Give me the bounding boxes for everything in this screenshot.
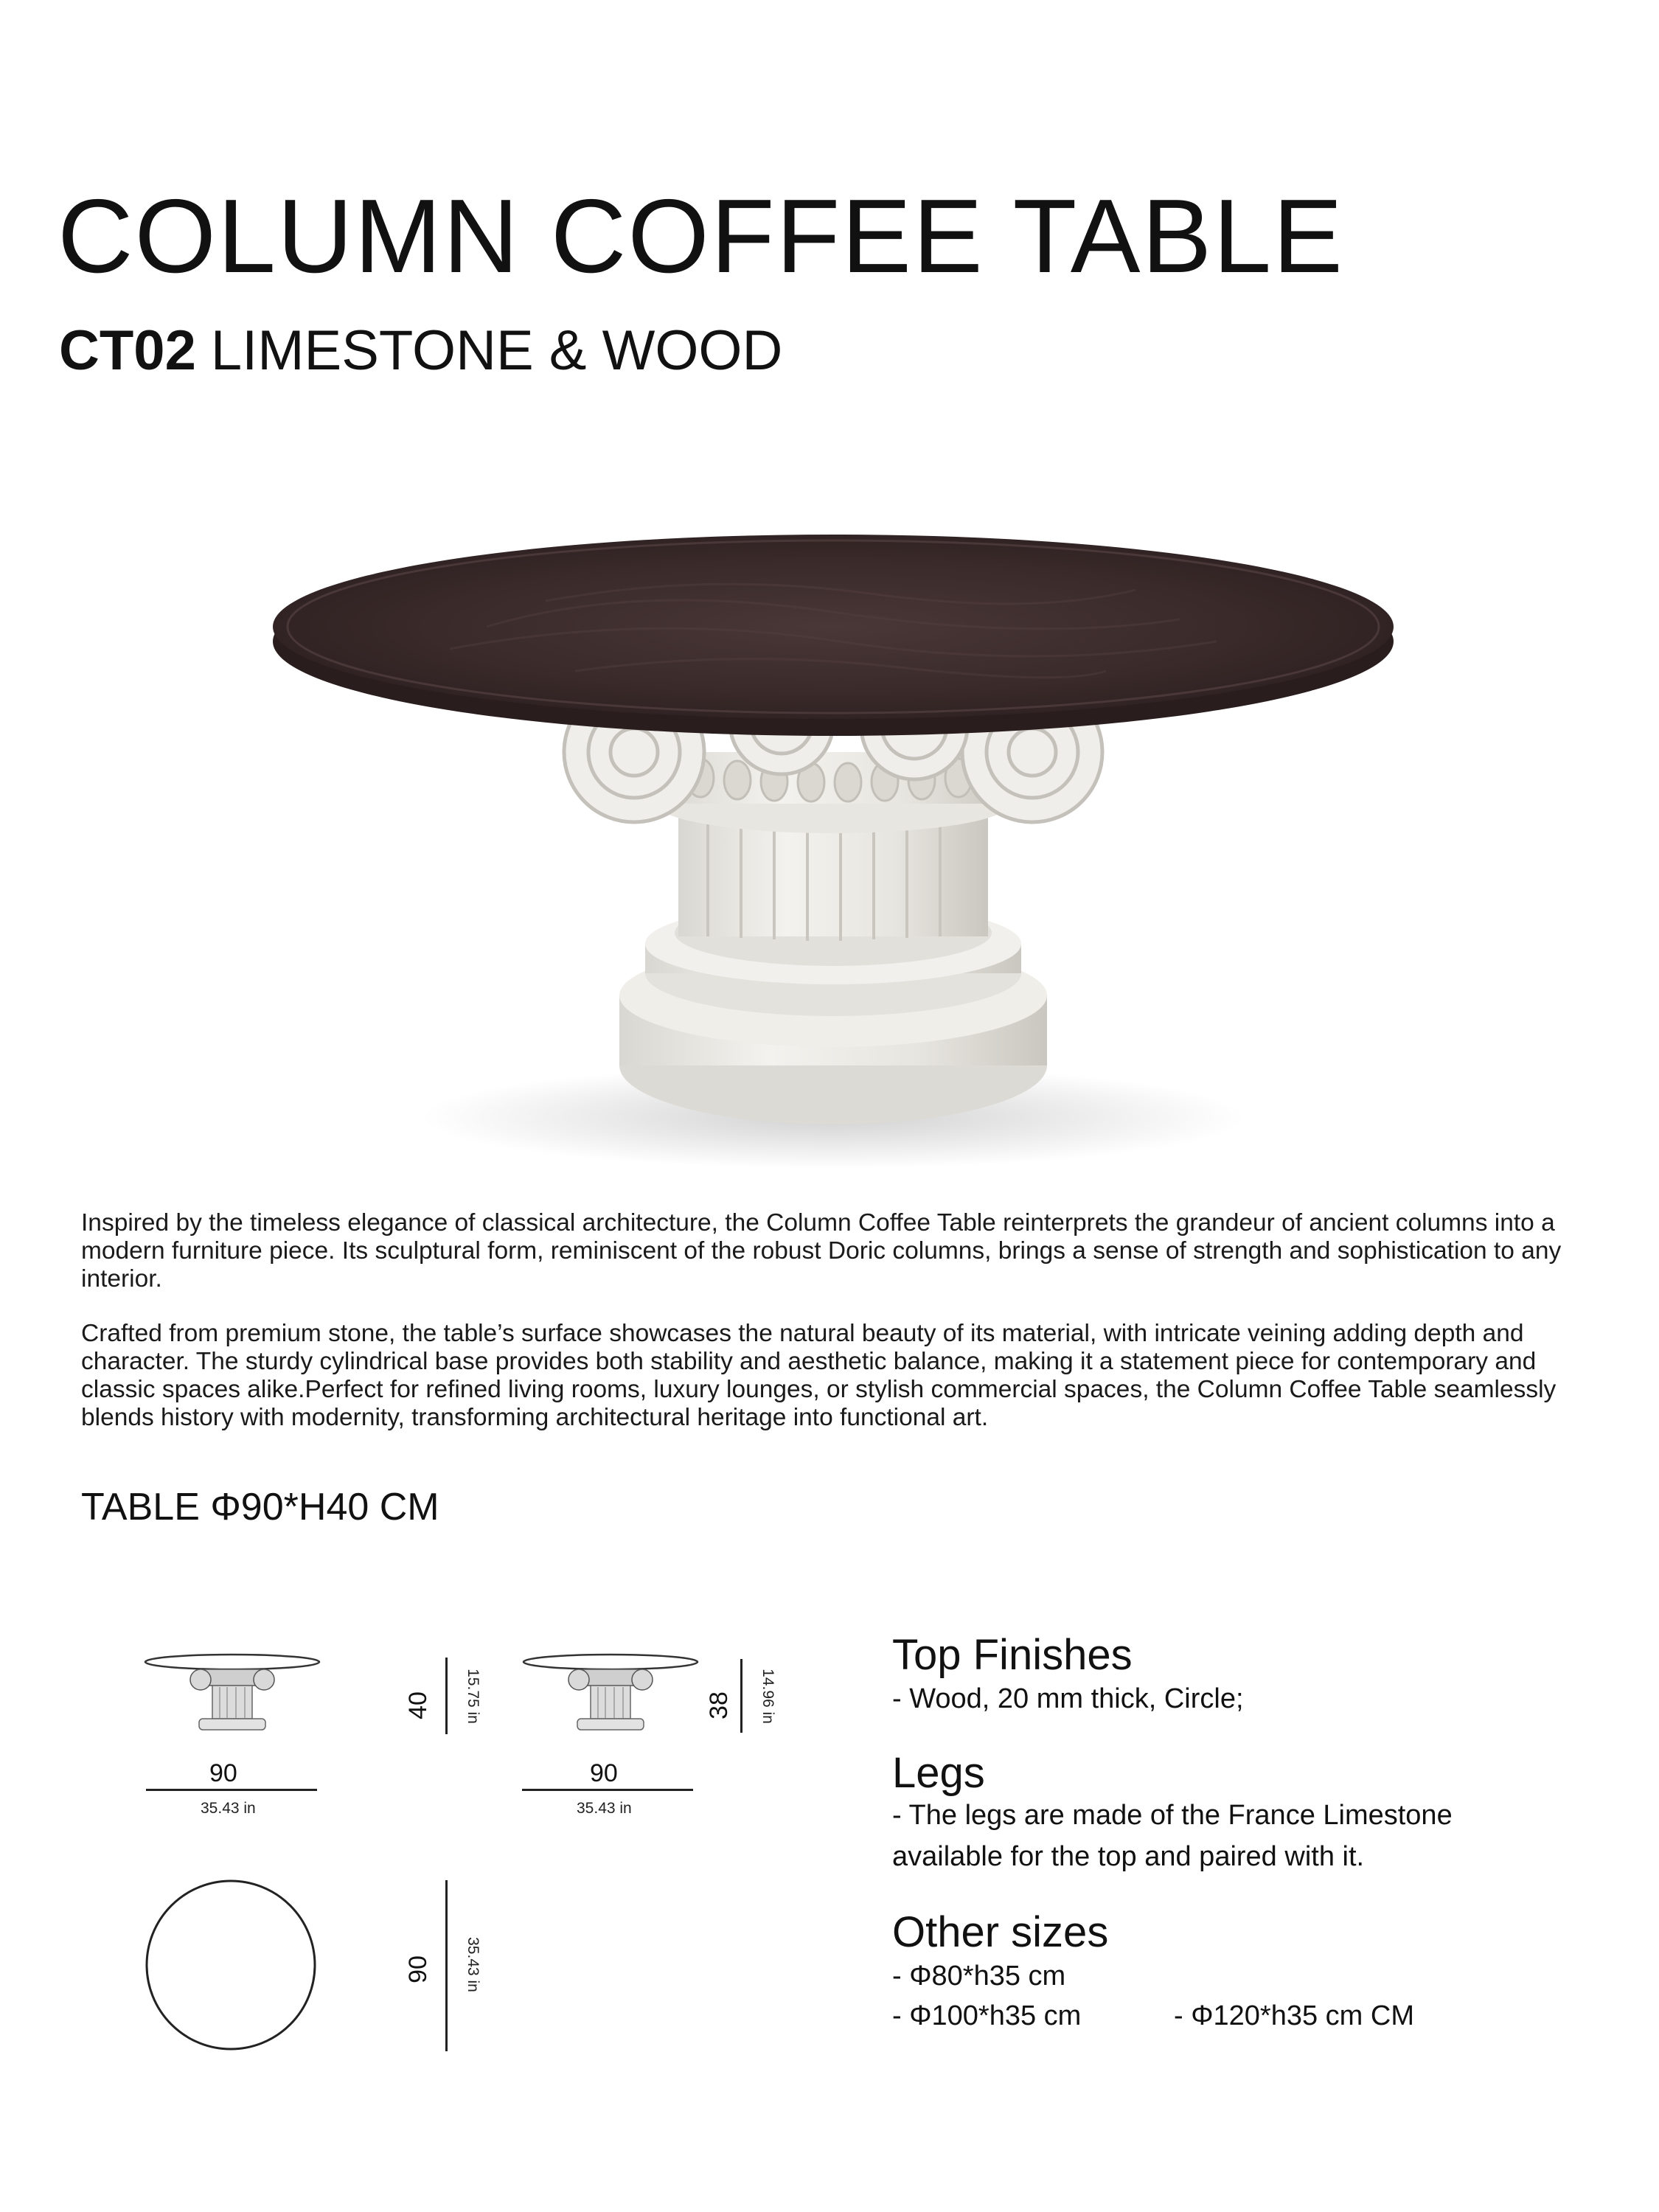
product-subtitle <box>59 319 783 382</box>
side-height-cm: 38 <box>704 1691 733 1719</box>
front-height-line <box>445 1658 448 1734</box>
legs-heading: Legs <box>892 1749 985 1797</box>
dimensions-heading: TABLE Φ90*H40 CM <box>81 1486 439 1528</box>
front-height-in: 15.75 in <box>464 1669 481 1724</box>
product-material: LIMESTONE & WOOD <box>210 319 783 382</box>
legs-text-line-1: - The legs are made of the France Limestone <box>892 1800 1453 1831</box>
other-size-2: - Φ100*h35 cm <box>892 2000 1082 2031</box>
other-size-1: - Φ80*h35 cm <box>892 1961 1066 1992</box>
side-elevation-drawing <box>516 1652 708 1747</box>
other-sizes-heading: Other sizes <box>892 1908 1109 1956</box>
top-finishes-heading: Top Finishes <box>892 1631 1133 1679</box>
product-title: COLUMN COFFEE TABLE <box>58 178 1344 295</box>
top-diameter-in: 35.43 in <box>464 1937 481 1992</box>
description-paragraph-2: Crafted from premium stone, the table’s surface showcases the natural beauty of its material, with intricate veining adding depth and character. The sturdy cylindrical base provides both stability and aesthetic balance, making it a statement piece for contemporary and classic spaces alike.Perfect for refined living rooms, luxury lounges, or stylish commercial spaces, the Column Coffee Table seamlessly blends history with modernity, transforming architectural heritage into functional art. <box>81 1320 1557 1431</box>
legs-text-line-2: available for the top and paired with it. <box>892 1841 1365 1872</box>
description-paragraph-1: Inspired by the timeless elegance of classical architecture, the Column Coffee Table reinterprets the grandeur of ancient columns into a modern furniture piece. Its sculptural form, reminiscent of the robust Doric columns, brings a sense of strength and sophistication to any interior. <box>81 1209 1562 1293</box>
front-width-line <box>146 1789 317 1791</box>
side-height-line <box>740 1659 742 1733</box>
front-width-in: 35.43 in <box>201 1800 256 1817</box>
product-image <box>265 531 1401 1180</box>
product-code: CT02 <box>59 319 196 382</box>
side-height-in: 14.96 in <box>759 1669 776 1724</box>
front-width-cm: 90 <box>209 1759 237 1787</box>
top-diameter-cm: 90 <box>403 1955 432 1983</box>
top-finishes-text: - Wood, 20 mm thick, Circle; <box>892 1683 1244 1714</box>
side-width-line <box>522 1789 693 1791</box>
other-size-3: - Φ120*h35 cm CM <box>1174 2000 1414 2031</box>
front-height-cm: 40 <box>403 1691 432 1719</box>
side-width-cm: 90 <box>590 1759 618 1787</box>
front-elevation-drawing <box>140 1652 332 1747</box>
top-diameter-line <box>445 1880 448 2051</box>
top-view-drawing <box>139 1873 323 2057</box>
side-width-in: 35.43 in <box>577 1800 632 1817</box>
